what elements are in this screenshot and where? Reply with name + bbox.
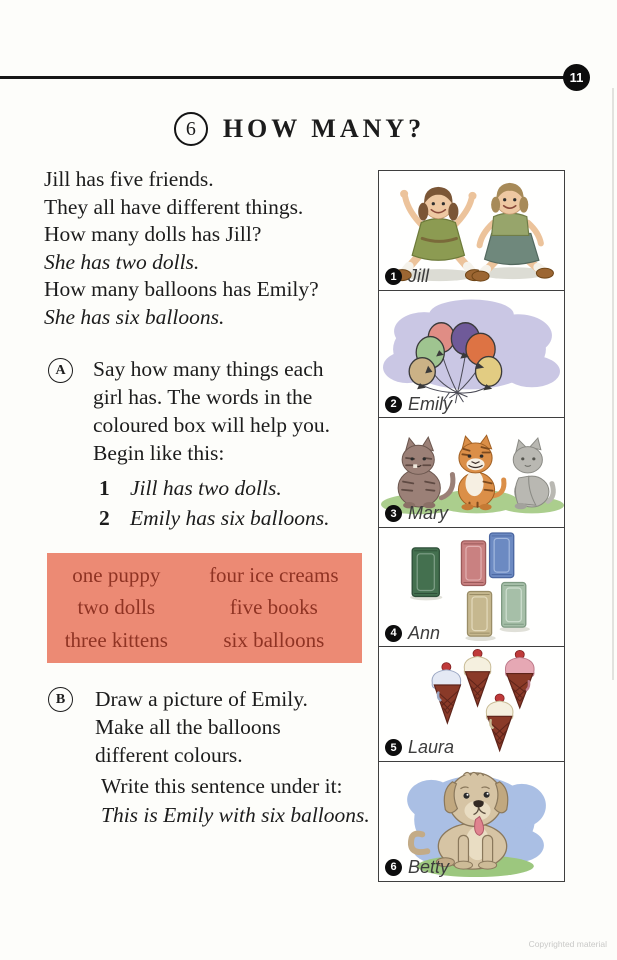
book-tan [465,591,495,641]
ice-cream-vanilla-2 [486,694,513,751]
panel-number-badge: 4 [385,625,402,642]
word-box-item: four ice creams [209,563,339,588]
panel-name: Jill [408,266,429,286]
word-box-item: six balloons [223,627,325,652]
lesson-title [0,112,617,146]
panel-name: Emily [408,393,452,414]
section-b-subtext [101,772,370,829]
section-b-marker: B [48,687,73,712]
panel-jill [378,170,565,291]
doll-2 [472,183,553,281]
ice-cream-blue [432,663,461,723]
balloon-yellow [476,356,502,386]
example-item [99,504,329,534]
panel-number-badge: 3 [385,505,402,522]
panel-betty [378,761,565,882]
panel-label [385,394,452,415]
panel-number-badge: 6 [385,859,402,876]
book-red [461,540,485,585]
panel-name: Laura [408,737,455,757]
top-rule [0,76,567,79]
section-a-marker: A [48,358,73,383]
panel-name: Ann [408,622,441,643]
panel-ann [378,527,565,648]
section-b-text [95,685,308,769]
lesson-number-circle: 6 [174,112,208,146]
section-b-line: different colours. [95,743,243,767]
picture-panels [378,170,565,882]
panel-label [385,737,454,758]
lesson-title-text: HOW MANY? [222,114,426,143]
section-a-line: Say how many things each [93,357,324,381]
section-a-line: Begin like this: [93,441,225,465]
panel-name: Mary [408,503,448,523]
copyright-watermark: Copyrighted material [528,939,607,949]
example-number: 1 [99,476,110,500]
word-box-item: three kittens [64,627,168,652]
panel-number-badge: 2 [385,396,402,413]
page-number-badge: 11 [563,64,590,91]
panel-label [385,623,440,644]
ice-cream-vanilla [464,649,491,706]
intro-line-italic: She has two dolls. [44,249,200,274]
section-b-italic-line: This is Emily with six balloons. [101,802,370,827]
panel-number-badge: 1 [385,268,402,285]
intro-line: They all have different things. [44,194,304,219]
book-green [410,547,442,600]
book-pale-green [500,582,530,632]
section-a-examples [99,474,329,533]
section-a-line: coloured box will help you. [93,413,331,437]
word-box-item: two dolls [77,595,156,620]
word-box-item: one puppy [72,563,161,588]
example-text: Emily has six balloons. [130,505,330,530]
panel-label [385,857,449,878]
kitten-gray [513,438,553,509]
section-b-line: Draw a picture of Emily. [95,687,308,711]
panel-number-badge: 5 [385,739,402,756]
panel-label [385,503,448,524]
example-number: 2 [99,505,110,530]
section-a-line: girl has. The words in the [93,385,313,409]
intro-line: How many balloons has Emily? [44,277,319,301]
section-b-write-line: Write this sentence under it: [101,774,343,798]
word-box [47,553,362,663]
example-text: Jill has two dolls. [130,476,282,500]
section-a-text [93,355,330,467]
word-box-item: five books [229,595,318,620]
section-b-line: Make all the balloons [95,715,281,739]
panel-emily [378,290,565,419]
kitten-tabby-gray [398,437,453,508]
intro-line-italic: She has six balloons. [44,304,225,329]
ice-cream-pink [505,650,534,707]
example-item [99,474,329,504]
intro-paragraph [44,166,319,331]
book-blue [490,532,514,577]
panel-laura [378,646,565,762]
intro-line: How many dolls has Jill? [44,222,262,246]
scan-edge-shadow [612,88,614,680]
intro-line: Jill has five friends. [44,167,214,191]
panel-name: Betty [408,856,450,877]
panel-mary [378,417,565,528]
panel-label [385,266,429,287]
